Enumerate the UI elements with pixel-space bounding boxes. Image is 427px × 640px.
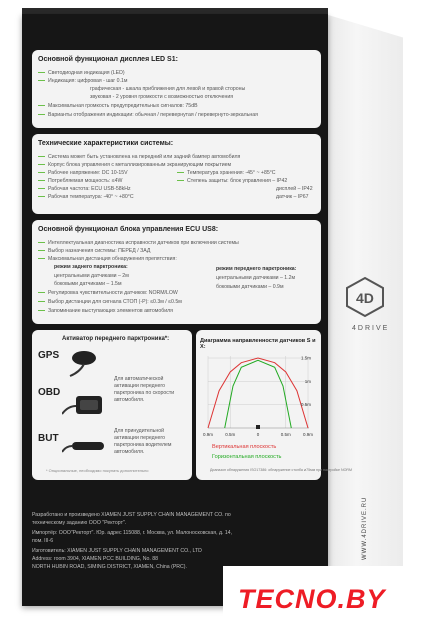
side-logo-text: 4DRIVE xyxy=(352,325,390,332)
ecu-line: боковыми датчиками – 0.9м xyxy=(216,284,284,290)
gps-label: GPS xyxy=(38,350,60,361)
spec-line: Потребляемая мощность: ≤4W xyxy=(38,178,122,184)
panel-title: Основной функционал блока управления ECU US8: xyxy=(38,226,219,233)
display-features-panel xyxy=(32,50,321,128)
feature-line: звуковая - 2 уровня громкости с возможностью отключения xyxy=(90,94,234,100)
chart-note: Диапазон обнаружения ISO17386: обнаружение столба ø75мм при настройке NORM xyxy=(210,468,353,472)
ecu-features-panel xyxy=(32,220,321,324)
panel-title: Активатор переднего парктроника*: xyxy=(62,336,170,342)
side-url: WWW.4DRIVE.RU xyxy=(362,496,368,560)
ecu-line: Выбор дистанции для сигнала СТОП (-Р): ≤0.3м / ≤0.5м xyxy=(38,299,182,305)
panel-title: Технические характеристики системы: xyxy=(38,140,174,147)
importer-text: пом. III-6 xyxy=(32,538,54,544)
radiation-chart-panel xyxy=(196,330,353,480)
ecu-line: боковыми датчиками – 1.5м xyxy=(54,281,122,287)
activator-footnote: * Опциональные, необходимо покупать дополнительно xyxy=(46,468,149,473)
ecu-line: центральными датчиками – 1.2м xyxy=(216,275,296,281)
spec-line: Степень защиты: блок управления – IP42 xyxy=(177,178,287,184)
ecu-line: центральными датчиками – 2м xyxy=(54,273,129,279)
chart-title: Диаграмма направленности датчиков S и X: xyxy=(200,338,316,350)
ecu-line: Запоминание выступающих элементов автомобиля xyxy=(38,308,173,314)
y-tick-label: 1.5m xyxy=(300,355,311,361)
4drive-logo-icon xyxy=(344,276,386,318)
producer-text: Изготовитель: XIAMEN JUST SUPPLY CHAIN MANAGEMENT CO., LTD xyxy=(32,548,202,554)
ecu-line: режим заднего парктроника: xyxy=(54,264,128,270)
svg-text:4D: 4D xyxy=(356,290,374,306)
spec-line: датчик – IP67 xyxy=(276,194,309,200)
series-line-horizontal xyxy=(225,360,292,428)
legend-vertical: Вертикальная плоскость xyxy=(212,444,277,450)
producer-text: NORTH HUBIN ROAD, SIMING DISTRICT, XIAMEN, China (PRC). xyxy=(32,564,187,570)
feature-line: Максимальная громкость предупредительных сигналов: 75dB xyxy=(38,103,198,109)
series-line-vertical xyxy=(208,358,308,428)
x-tick-label: 0.5m xyxy=(280,432,291,437)
obd-label: OBD xyxy=(38,387,61,398)
feature-line: графическая - шкала приближения для левой и правой стороны xyxy=(90,86,246,92)
y-tick-label: 1m xyxy=(304,378,311,384)
feature-line: Светодиодная индикация (LED) xyxy=(38,70,125,76)
manufacturer-text: техническому заданию ООО "Ректорт". xyxy=(32,520,127,526)
panel-title: Основной функционал дисплея LED S1: xyxy=(38,56,178,63)
but-label: BUT xyxy=(38,433,59,444)
spec-line: Система может быть установлена на передний или задний бампер автомобиля xyxy=(38,154,240,160)
spec-line: Рабочее напряжение: DC 10-15V xyxy=(38,170,128,176)
spec-line: Рабочая частота: ECU USB-58kHz xyxy=(38,186,131,192)
button-description: Для принудительной активации переднего парктроника водителем автомобиля. xyxy=(114,428,172,455)
feature-line: Варианты отображения индикации: обычная / перевернутая / перевернуто-зеркальная xyxy=(38,112,258,118)
x-tick-label: 0 xyxy=(256,432,260,437)
x-tick-label: 0.9m xyxy=(202,432,214,437)
watermark-logo: TECNO.BY xyxy=(238,584,386,614)
manufacturer-text: Разработано и произведено XIAMEN JUST SUPPLY CHAIN MANAGEMENT CO. по xyxy=(32,512,231,518)
ecu-line: Регулировка чувствительности датчиков: NORM/LOW xyxy=(38,290,178,296)
spec-line: Корпус блока управления с металлизированным экранирующим покрытием xyxy=(38,162,231,168)
obd-device-icon xyxy=(62,388,110,424)
spec-line: Рабочая температура: -40° ~ +80°C xyxy=(38,194,134,200)
ecu-line: Максимальная дистанция обнаружения препятствия: xyxy=(38,256,177,262)
ecu-line: Интеллектуальная диагностика исправности датчиков при включении системы xyxy=(38,240,239,246)
x-tick-label: 0.9m xyxy=(302,432,314,437)
x-tick-label: 0.5m xyxy=(225,432,236,437)
sensor-icon xyxy=(256,425,260,429)
spec-line: Температура хранения: -45° ~ +85°C xyxy=(177,170,276,176)
tech-specs-panel xyxy=(32,134,321,214)
importer-text: Импортёр: ООО"Ректорт". Юр. адрес 115088, г. Москва, ул. Малоносковская, д. 14, xyxy=(32,530,233,536)
obd-description: Для автоматической активации переднего парктроника по скорости автомобиля. xyxy=(114,376,175,403)
y-tick-label: 0.5m xyxy=(300,402,311,408)
legend-horizontal: Горизонтальная плоскость xyxy=(212,454,282,460)
activator-panel xyxy=(32,330,192,480)
producer-text: Address: room 3904, XIAMEN PCC BUILDING, No. 88 xyxy=(32,556,158,562)
button-device-icon xyxy=(62,430,110,460)
spec-line: дисплей – IP42 xyxy=(276,186,313,192)
radiation-chart xyxy=(200,348,317,440)
ecu-line: режим переднего парктроника: xyxy=(216,266,297,272)
feature-line: Индикация: цифровая - шаг 0.1м xyxy=(38,78,127,84)
ecu-line: Выбор назначения системы: ПЕРЕД / ЗАД xyxy=(38,248,150,254)
gps-device-icon xyxy=(68,348,104,378)
